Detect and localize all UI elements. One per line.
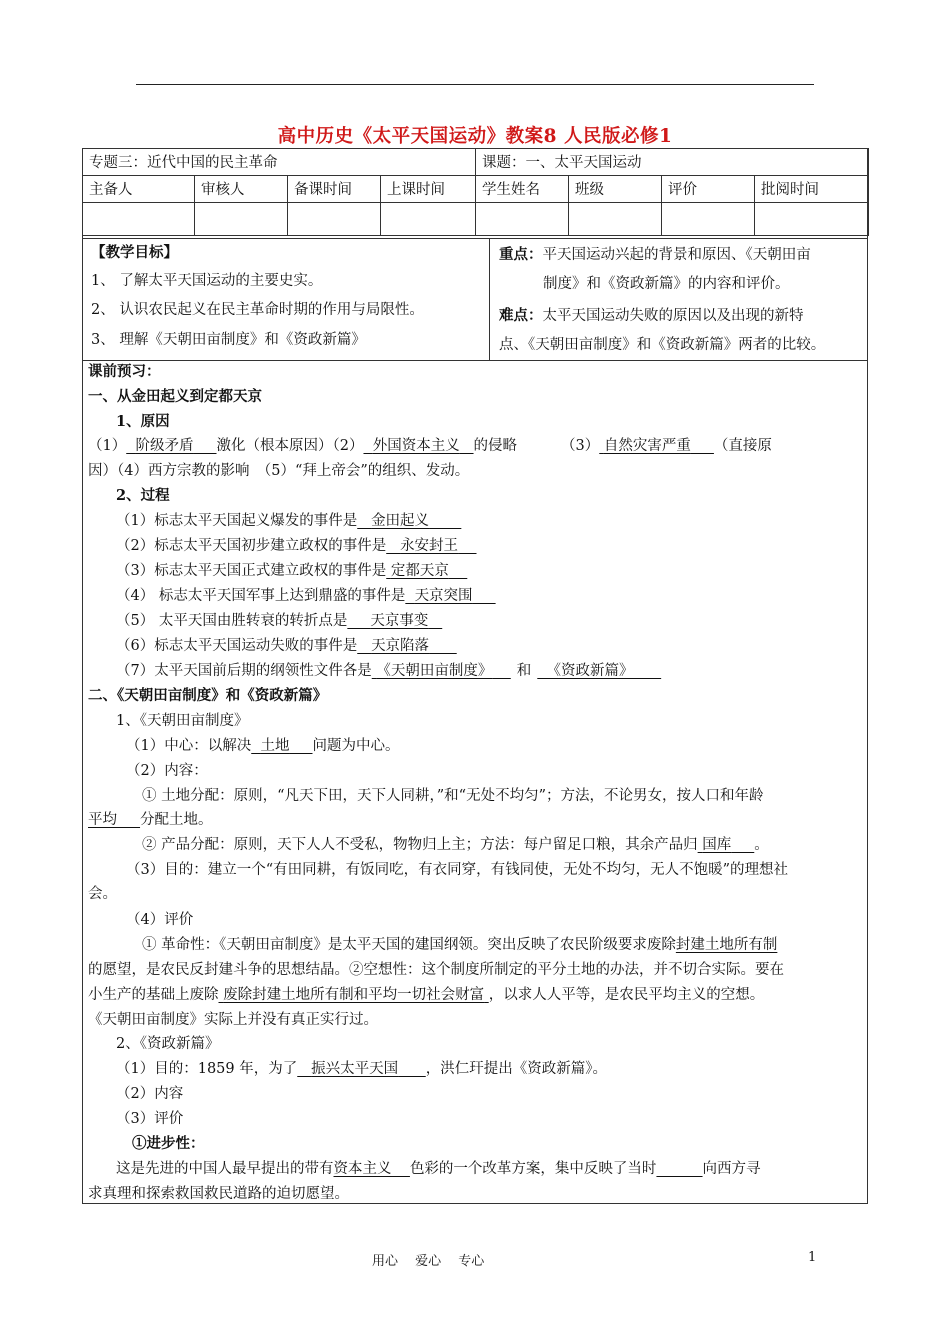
text: 的侵略	[473, 438, 518, 454]
fill-blank	[676, 937, 778, 953]
fill-blank	[386, 563, 467, 579]
goal-item: 2、 认识农民起义在民主革命时期的作用与局限性。	[91, 302, 424, 318]
answer: 阶级矛盾	[135, 438, 194, 454]
fill-blank	[656, 1161, 702, 1177]
text: （6）标志太平天国运动失败的事件是	[116, 638, 358, 654]
process-item	[116, 511, 461, 531]
answer: 天京陷落	[371, 638, 430, 654]
answer: 振兴太平天国	[311, 1061, 399, 1077]
text: 小生产的基础上废除	[88, 987, 219, 1003]
reason-line-1	[88, 436, 772, 456]
answer: 封建土地所有制	[675, 937, 778, 953]
fill-blank	[334, 1161, 410, 1177]
answer: 《天朝田亩制度》	[376, 663, 493, 679]
fill-blank	[372, 663, 511, 679]
section-heading: 二、《天朝田亩制度》和《资政新篇》	[88, 687, 328, 704]
blank-cell[interactable]	[755, 203, 869, 236]
fill-blank	[251, 738, 312, 754]
lesson-cell: 课题：一、太平天国运动	[476, 149, 869, 176]
content-line: （4）评价	[126, 912, 194, 928]
text: （4） 标志太平天国军事上达到鼎盛的事件是	[116, 588, 406, 604]
answer: 国库	[702, 837, 732, 853]
answer: 金田起义	[371, 513, 430, 529]
page-number: 1	[808, 1250, 817, 1265]
text: （1）	[88, 438, 127, 454]
subsection-heading: 1、原因	[116, 413, 170, 430]
section-heading: 一、从金田起义到定都天京	[88, 388, 262, 405]
answer: 天京突围	[414, 588, 473, 604]
process-item	[116, 661, 661, 681]
answer: 天京事变	[370, 613, 429, 629]
blank-cell[interactable]	[195, 203, 288, 236]
content-line: 求真理和探索救国救民道路的迫切愿望。	[88, 1186, 349, 1202]
content-line: ①进步性：	[132, 1135, 205, 1152]
fill-blank	[347, 613, 442, 629]
answer: 自然灾害严重	[603, 438, 691, 454]
header-cell: 评价	[662, 176, 755, 203]
content-line: （3）评价	[116, 1111, 184, 1127]
goal-item: 1、 了解太平天国运动的主要史实。	[91, 273, 323, 289]
fill-blank	[219, 987, 489, 1003]
fill-blank	[297, 1061, 425, 1077]
text: ① 革命性：《天朝田亩制度》是太平天国的建国纲领。突出反映了农民阶级要求废除	[142, 937, 676, 953]
text: 问题为中心。	[312, 738, 400, 754]
key-text-2: 制度》和《资政新篇》的内容和评价。	[543, 276, 790, 292]
answer: 定都天京	[390, 563, 449, 579]
process-item	[116, 561, 467, 581]
fill-blank	[386, 538, 476, 554]
difficulty-text: 太平天国运动失败的原因以及出现的新特	[542, 308, 804, 324]
text: （7）太平天国前后期的纲领性文件各是	[116, 663, 372, 679]
blank-cell[interactable]	[381, 203, 476, 236]
topic-cell: 专题三：近代中国的民主革命	[83, 149, 476, 176]
goals-left	[83, 239, 490, 360]
text: （3）标志太平天国正式建立政权的事件是	[116, 563, 387, 579]
content-line	[116, 1159, 761, 1179]
blank-cell[interactable]	[288, 203, 381, 236]
content-line: （2）内容：	[126, 763, 208, 779]
difficulty-text-2: 点、《天朝田亩制度》和《资政新篇》两者的比较。	[499, 337, 826, 353]
key-point	[499, 245, 811, 265]
fill-blank	[126, 438, 216, 454]
content-line	[116, 1059, 607, 1079]
subsection-heading: 2、过程	[116, 487, 170, 504]
fill-blank	[88, 812, 140, 828]
preview-heading: 课前预习：	[88, 363, 161, 380]
text: 向西方寻	[702, 1161, 761, 1177]
content-line: （3）目的：建立一个“有田同耕，有饭同吃，有衣同穿，有钱同使，无处不均匀，无人不饱暖”的理想社	[126, 862, 789, 878]
process-item	[116, 536, 477, 556]
header-cell: 学生姓名	[476, 176, 569, 203]
answer: 《资政新篇》	[546, 663, 634, 679]
text: 和	[516, 663, 532, 679]
text: （5） 太平天国由胜转衰的转折点是	[116, 613, 348, 629]
goals-right	[489, 239, 867, 360]
answer: 资本主义	[333, 1161, 392, 1177]
header-cell: 备课时间	[288, 176, 381, 203]
header-cell: 主备人	[83, 176, 195, 203]
content-line: （2）内容	[116, 1086, 184, 1102]
reason-line-2: 因）（4）西方宗教的影响 （5）“拜上帝会”的组织、发动。	[88, 463, 470, 479]
answer: 永安封王	[400, 538, 459, 554]
answer: 土地	[260, 738, 290, 754]
key-text: 平天国运动兴起的背景和原因、《天朝田亩	[542, 247, 811, 263]
text: （直接原	[713, 438, 772, 454]
content-line: 会。	[88, 886, 117, 902]
answer: 平均	[88, 812, 117, 828]
text: ，以求人人平等，是农民平均主义的空想。	[488, 987, 765, 1003]
header-rule	[136, 84, 814, 85]
blank-cell[interactable]	[476, 203, 569, 236]
text: 激化（根本原因）（2）	[216, 438, 364, 454]
goals-heading: 【教学目标】	[91, 244, 178, 261]
content-line: 的愿望，是农民反封建斗争的思想结晶。②空想性：这个制度所制定的平分土地的办法，并不切合实际。要在	[88, 962, 784, 978]
fill-blank	[537, 663, 661, 679]
content-line: ① 土地分配：原则，“凡天下田，天下人同耕，”和“无处不均匀”；方法，不论男女，按人口和年龄	[142, 788, 764, 804]
content-line: 《天朝田亩制度》实际上并没有真正实行过。	[88, 1012, 378, 1028]
text: 。	[754, 837, 769, 853]
text: 色彩的一个改革方案，集中反映了当时	[409, 1161, 657, 1177]
subsection-heading: 2、《资政新篇》	[116, 1036, 220, 1052]
answer: 外国资本主义	[372, 438, 460, 454]
info-table	[82, 148, 869, 236]
text: （3）	[561, 438, 600, 454]
answer: 废除封建土地所有制和平均一切社会财富	[223, 987, 485, 1003]
content-line	[88, 810, 213, 830]
blank-cell[interactable]	[569, 203, 662, 236]
text: 分配土地。	[140, 812, 213, 828]
header-cell: 班级	[569, 176, 662, 203]
content-line	[88, 985, 764, 1005]
text: （1）目的：1859 年，为了	[116, 1061, 298, 1077]
process-item	[116, 586, 496, 606]
text: 这是先进的中国人最早提出的带有	[116, 1161, 334, 1177]
teaching-goals-box	[82, 238, 868, 361]
blank-cell[interactable]	[83, 203, 195, 236]
text: （2）标志太平天国初步建立政权的事件是	[116, 538, 387, 554]
content-line	[142, 835, 769, 855]
content-line	[142, 935, 777, 955]
blank-cell[interactable]	[662, 203, 755, 236]
document-title: 高中历史《太平天国运动》教案8 人民版必修1	[277, 126, 673, 147]
fill-blank	[363, 438, 473, 454]
process-item	[116, 611, 442, 631]
fill-blank	[405, 588, 495, 604]
fill-blank	[599, 438, 714, 454]
difficulty-label: 难点：	[499, 307, 543, 324]
difficulty-point	[499, 306, 804, 326]
fill-blank	[357, 638, 456, 654]
footer-motto: 用心 爱心 专心	[372, 1254, 485, 1269]
fill-blank	[357, 513, 461, 529]
subsection-heading: 1、《天朝田亩制度》	[116, 713, 249, 729]
fill-blank	[698, 837, 755, 853]
header-cell: 审核人	[195, 176, 288, 203]
content-line	[126, 736, 400, 756]
header-cell: 批阅时间	[755, 176, 869, 203]
process-item	[116, 636, 457, 656]
text: （1）标志太平天国起义爆发的事件是	[116, 513, 358, 529]
text: ② 产品分配：原则，天下人人不受私，物物归上主；方法：每户留足口粮，其余产品归	[142, 837, 698, 853]
goal-item: 3、 理解《天朝田亩制度》和《资政新篇》	[91, 332, 366, 348]
text: （1）中心：以解决	[126, 738, 252, 754]
key-label: 重点：	[499, 246, 543, 263]
header-cell: 上课时间	[381, 176, 476, 203]
text: ，洪仁玕提出《资政新篇》。	[425, 1061, 607, 1077]
